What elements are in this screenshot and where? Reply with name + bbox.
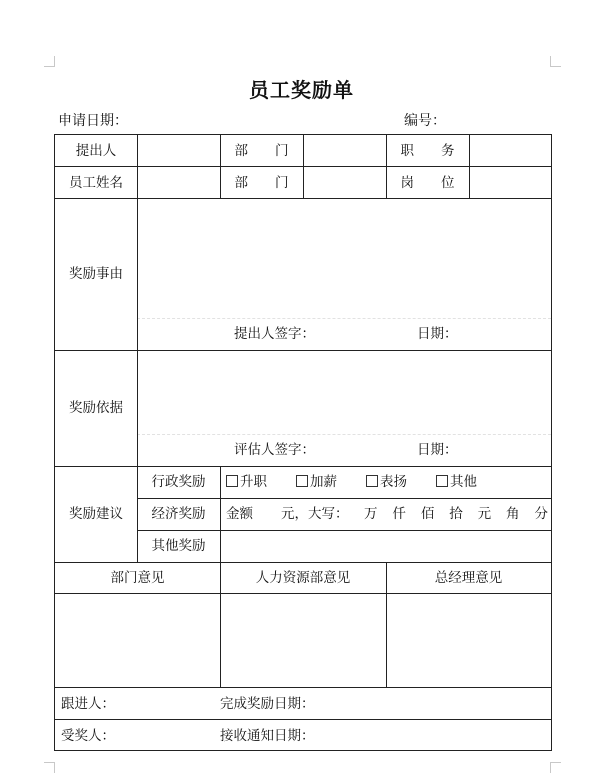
crop-mark-top-left [44, 56, 55, 67]
notice-date-label: 接收通知日期： [220, 728, 315, 744]
economic-reward-label: 经济奖励 [151, 506, 206, 522]
receiver-label: 受奖人： [61, 728, 115, 744]
position-label: 职 务 [400, 143, 455, 159]
option-promotion[interactable]: 升职 [226, 473, 267, 491]
option-other[interactable]: 其他 [436, 473, 477, 491]
crop-mark-bottom-left [44, 762, 55, 773]
evaluator-signature-label: 评估人签字： [234, 442, 315, 458]
reason-date-label: 日期： [417, 326, 458, 342]
admin-reward-label: 行政奖励 [151, 474, 206, 490]
amount-units: 万 仟 佰 拾 元 角 分 [364, 506, 548, 522]
number-label: 编号： [404, 113, 446, 129]
post-label: 岗 位 [400, 175, 455, 191]
gm-opinion-header: 总经理意见 [434, 570, 503, 586]
crop-mark-top-right [550, 56, 561, 67]
checkbox-icon[interactable] [296, 475, 308, 487]
checkbox-icon[interactable] [436, 475, 448, 487]
apply-date-label: 申请日期： [58, 113, 128, 129]
yuan-daxie-label: 元，大写： [281, 506, 349, 522]
hr-opinion-header: 人力资源部意见 [255, 570, 351, 586]
checkbox-icon[interactable] [366, 475, 378, 487]
proposer-label: 提出人 [75, 143, 117, 159]
basis-date-label: 日期： [417, 442, 458, 458]
reward-form-table [54, 134, 552, 751]
checkbox-icon[interactable] [226, 475, 238, 487]
reward-suggestion-label: 奖励建议 [69, 506, 123, 522]
amount-label: 金额 [226, 506, 253, 522]
option-praise[interactable]: 表扬 [366, 473, 407, 491]
row2-dept-label: 部 门 [234, 175, 289, 191]
reward-reason-label: 奖励事由 [69, 266, 123, 282]
reward-basis-label: 奖励依据 [69, 400, 123, 416]
form-title: 员工奖励单 [249, 78, 354, 102]
crop-mark-bottom-right [550, 762, 561, 773]
follower-label: 跟进人： [61, 696, 115, 712]
row1-dept-label: 部 门 [234, 143, 289, 159]
employee-name-label: 员工姓名 [69, 175, 123, 191]
complete-date-label: 完成奖励日期： [220, 696, 315, 712]
dept-opinion-header: 部门意见 [110, 570, 165, 586]
option-raise[interactable]: 加薪 [296, 473, 337, 491]
other-reward-label: 其他奖励 [151, 538, 206, 554]
proposer-signature-label: 提出人签字： [234, 326, 315, 342]
